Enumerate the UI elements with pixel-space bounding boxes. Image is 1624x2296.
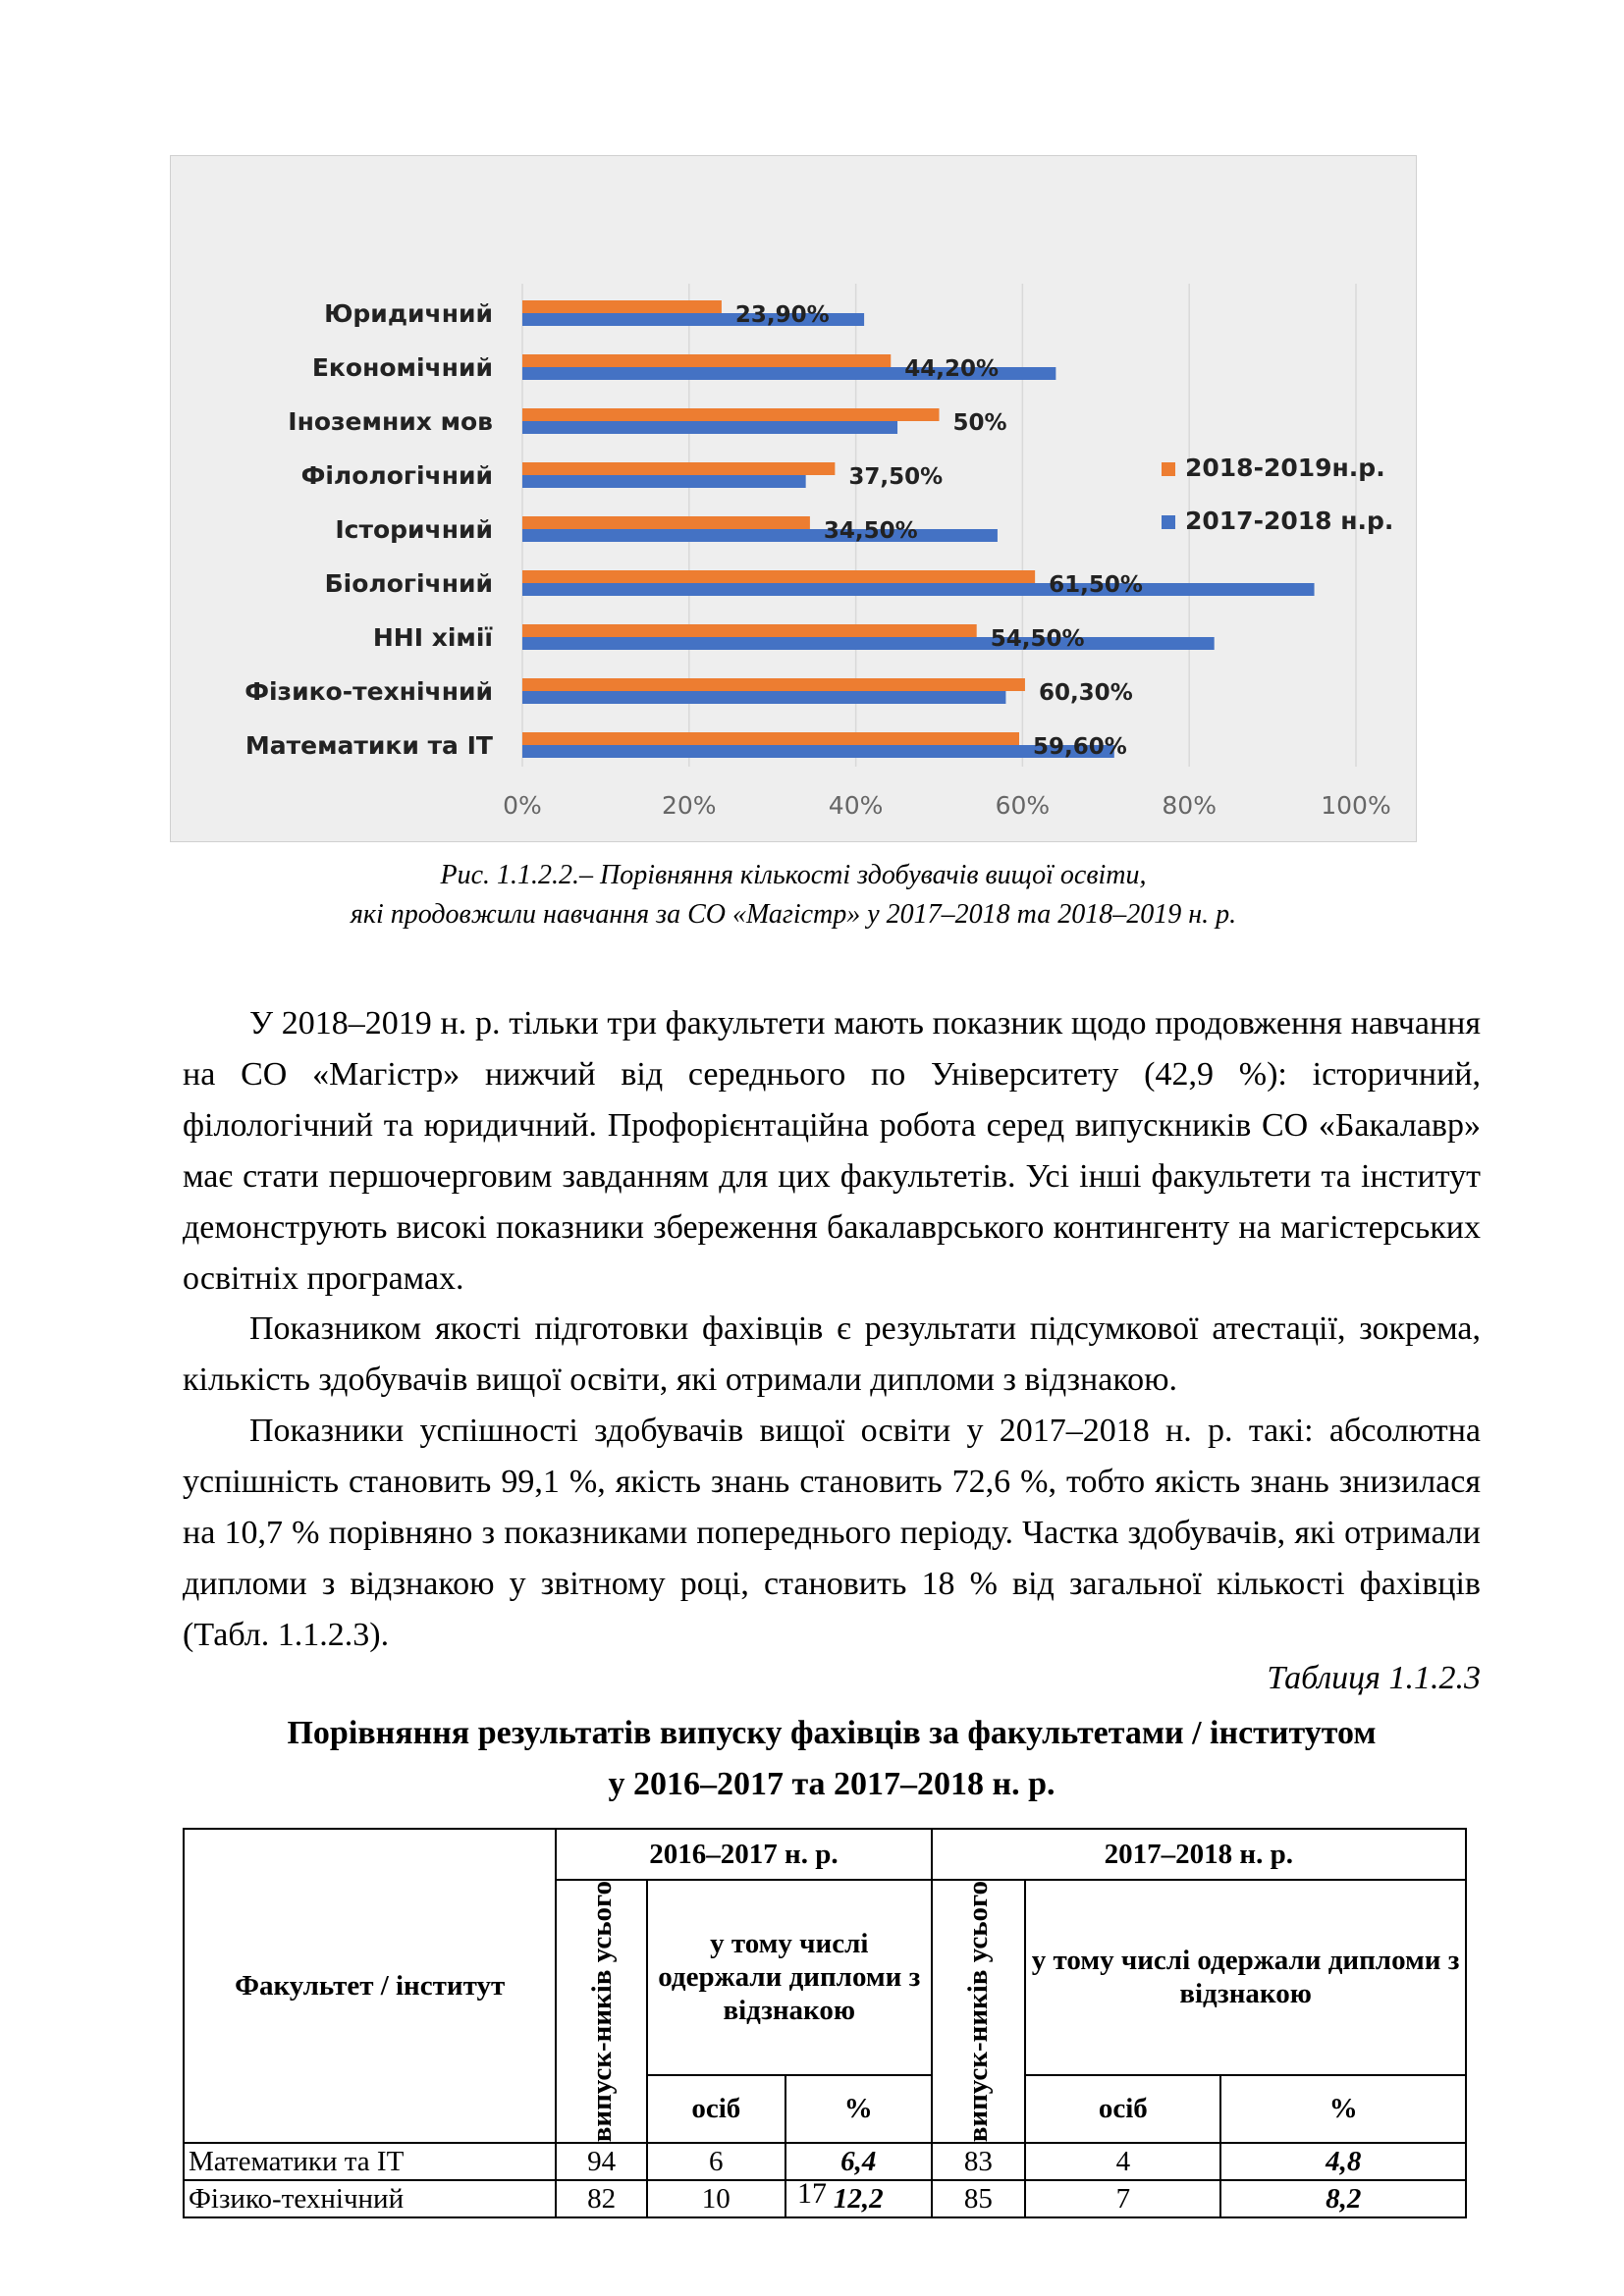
legend-swatch — [1162, 462, 1175, 476]
category-label: Філологічний — [300, 461, 493, 490]
cell-faculty: Фізико-технічний — [184, 2180, 556, 2217]
category-label: Історичний — [335, 515, 493, 544]
figure-caption-line-1: Рис. 1.1.2.2.– Порівняння кількості здобувачів вищої освіти, — [440, 860, 1147, 890]
table-row — [184, 2143, 1466, 2180]
x-tick-label: 0% — [503, 791, 542, 820]
category-label: Біологічний — [324, 569, 493, 598]
data-label: 34,50% — [823, 518, 918, 544]
header-graduates-total — [556, 1880, 647, 2143]
bar-2018-2019 — [522, 408, 940, 421]
category-label: Математики та ІТ — [244, 731, 493, 760]
header-year-2016-2017: 2016–2017 н. р. — [556, 1829, 931, 1880]
category-label: Іноземних мов — [288, 407, 493, 436]
legend-label: 2017-2018 н.р. — [1185, 507, 1394, 535]
data-label: 54,50% — [990, 626, 1085, 652]
data-label: 50% — [952, 410, 1007, 436]
table-title-line-1: Порівняння результатів випуску фахівців за факультетами / інститутом — [287, 1715, 1377, 1751]
paragraph — [183, 998, 1481, 1305]
header-faculty: Факультет / інститут — [184, 1829, 556, 2143]
bar-2017-2018 — [522, 637, 1215, 650]
legend-swatch — [1162, 515, 1175, 529]
bar-2017-2018 — [522, 691, 1005, 704]
data-label: 60,30% — [1038, 680, 1133, 706]
header-persons: осіб — [1025, 2075, 1220, 2144]
bar-2018-2019 — [522, 678, 1025, 691]
data-label: 37,50% — [848, 464, 944, 490]
x-tick-label: 60% — [995, 791, 1051, 820]
cell-percent-2017: 8,2 — [1220, 2180, 1466, 2217]
data-label: 61,50% — [1049, 572, 1143, 598]
paragraph — [183, 1304, 1481, 1406]
header-honors: у тому числі одержали дипломи з відзнакою — [647, 1880, 932, 2075]
cell-percent-2017: 4,8 — [1220, 2143, 1466, 2180]
category-label: Юридичний — [324, 299, 493, 328]
figure-caption-line-2: які продовжили навчання за СО «Магістр» у 2017–2018 та 2018–2019 н. р. — [350, 899, 1237, 930]
chart-area — [170, 155, 1417, 842]
bar-2017-2018 — [522, 583, 1315, 596]
table-title-line-2: у 2016–2017 та 2017–2018 н. р. — [608, 1766, 1056, 1802]
data-label: 23,90% — [734, 302, 830, 328]
results-table — [183, 1828, 1467, 2218]
x-tick-label: 40% — [828, 791, 884, 820]
paragraph — [183, 1406, 1481, 1661]
category-label: ННІ хімії — [372, 623, 493, 652]
cell-percent-2016: 6,4 — [785, 2143, 932, 2180]
cell-total-2016: 82 — [556, 2180, 647, 2217]
cell-persons-2017: 7 — [1025, 2180, 1220, 2217]
header-graduates-total — [932, 1880, 1026, 2143]
bar-2018-2019 — [522, 624, 977, 637]
header-graduates-total-text: випуск-ників усього — [962, 1881, 995, 2143]
cell-faculty: Математики та ІТ — [184, 2143, 556, 2180]
paragraph-text: Показники успішності здобувачів вищої освіти у 2017–2018 н. р. такі: абсолютна успішність становить 99,1 %, якість знань становить 72,6 %, тобто якість знань знизилася на 10,7 % порівняно з показниками попереднього періоду. Частка здобувачів, які отримали дипломи з відзнакою у звітному році, становить 18 % від загальної кількості фахівців (Табл. 1.1.2.3). — [183, 1413, 1481, 1653]
category-label: Фізико-технічний — [244, 677, 493, 706]
page-number: 17 — [797, 2177, 827, 2210]
bar-2018-2019 — [522, 570, 1035, 583]
data-label: 59,60% — [1033, 734, 1127, 760]
bar-2018-2019 — [522, 354, 891, 367]
header-year-2017-2018: 2017–2018 н. р. — [932, 1829, 1466, 1880]
header-persons: осіб — [647, 2075, 785, 2144]
cell-total-2017: 83 — [932, 2143, 1026, 2180]
cell-persons-2017: 4 — [1025, 2143, 1220, 2180]
cell-total-2016: 94 — [556, 2143, 647, 2180]
bar-2017-2018 — [522, 529, 998, 542]
bar-2018-2019 — [522, 516, 810, 529]
bar-2017-2018 — [522, 475, 806, 488]
header-percent: % — [1220, 2075, 1466, 2144]
bar-2018-2019 — [522, 732, 1019, 745]
table-title — [183, 1708, 1481, 1810]
bar-2017-2018 — [522, 421, 897, 434]
bar-2018-2019 — [522, 300, 722, 313]
bar-2017-2018 — [522, 745, 1114, 758]
cell-total-2017: 85 — [932, 2180, 1026, 2217]
paragraph-text: У 2018–2019 н. р. тільки три факультети мають показник щодо продовження навчання на СО «Магістр» нижчий від середнього по Університету (42,9 %): історичний, філологічний та юридичний. Профорієнтаційна робота серед випускників СО «Бакалавр» має стати першочерговим завданням для цих факультетів. Усі інші факультети та інститут демонструють високі показники збереження бакалаврського контингенту на магістерських освітніх програмах. — [183, 1005, 1481, 1297]
data-label: 44,20% — [904, 356, 1000, 382]
header-percent: % — [785, 2075, 932, 2144]
table-number: Таблиця 1.1.2.3 — [1267, 1660, 1481, 1696]
header-honors: у тому числі одержали дипломи з відзнакою — [1025, 1880, 1466, 2075]
x-tick-label: 80% — [1162, 791, 1217, 820]
category-label: Економічний — [311, 353, 493, 382]
cell-persons-2016: 6 — [647, 2143, 785, 2180]
x-tick-label: 20% — [662, 791, 717, 820]
bar-2018-2019 — [522, 462, 835, 475]
cell-persons-2016: 10 — [647, 2180, 785, 2217]
bar-chart — [171, 156, 1418, 843]
cell-percent-2016: 12,2 — [785, 2180, 932, 2217]
x-tick-label: 100% — [1321, 791, 1391, 820]
paragraph-text: Показником якості підготовки фахівців є результати підсумкової атестації, зокрема, кількість здобувачів вищої освіти, які отримали дипломи з відзнакою. — [183, 1310, 1481, 1398]
header-graduates-total-text: випуск-ників усього — [585, 1881, 618, 2143]
legend-label: 2018-2019н.р. — [1185, 454, 1385, 482]
